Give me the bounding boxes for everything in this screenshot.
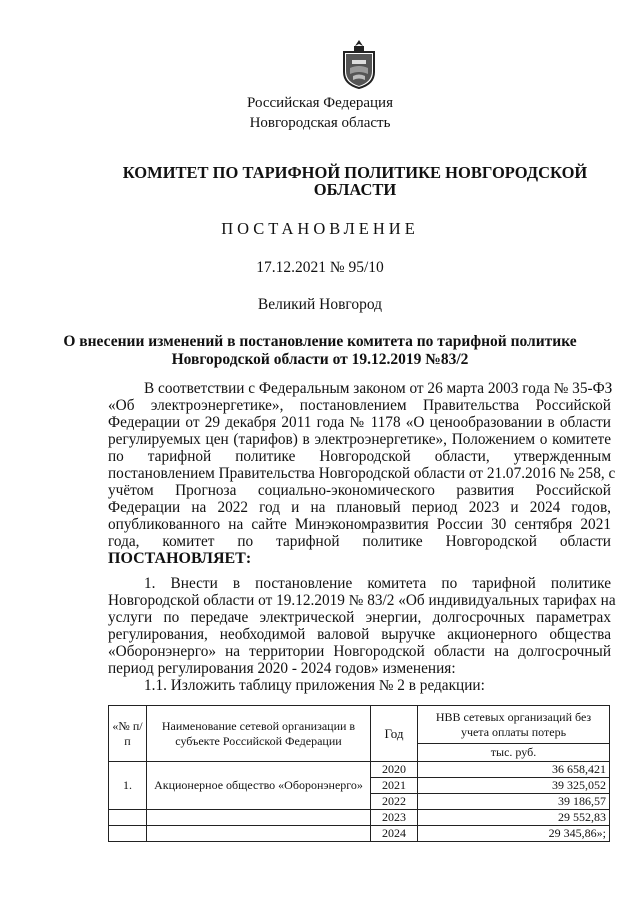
header-nvv: НВВ сетевых организаций без учета оплаты потерь — [418, 706, 610, 744]
body-line: года, комитет по тарифной политике Новгородской области — [108, 533, 611, 550]
body-line: опубликованного на сайте Минэкономразвития России 30 сентября 2021 — [108, 516, 611, 533]
title-line1: О внесении изменений в постановление комитета по тарифной политике — [63, 333, 577, 350]
header-number: «№ п/п — [109, 706, 147, 762]
body-line: «Об электроэнергетике», постановлением Правительства Российской — [108, 397, 611, 414]
item-1-1: 1.1. Изложить таблицу приложения № 2 в редакции: — [144, 677, 485, 694]
body-line: по тарифной политике Новгородской области, утвержденным — [108, 448, 611, 465]
body-line: В соответствии с Федеральным законом от 26 марта 2003 года № 35-ФЗ — [144, 380, 613, 397]
document-type: ПОСТАНОВЛЕНИЕ — [221, 219, 419, 238]
row-number: 1. — [109, 762, 147, 810]
body-line: постановлением Правительства Новгородской области от 21.07.2016 № 258, с — [108, 465, 616, 482]
header-org-name: Наименование сетевой организации в субъекте Российской Федерации — [147, 706, 371, 762]
city: Великий Новгород — [257, 296, 383, 313]
table-row — [109, 810, 610, 826]
year-cell: 2024 — [371, 826, 418, 842]
item1-line: Новгородской области от 19.12.2019 № 83/2 «Об индивидуальных тарифах на — [108, 592, 616, 609]
year-cell: 2020 — [371, 762, 418, 778]
body-line: Федерации от 29 декабря 2011 года № 1178 «О ценообразовании в области — [108, 414, 611, 431]
year-cell: 2021 — [371, 778, 418, 794]
table-row — [109, 762, 610, 778]
table-row — [109, 826, 610, 842]
value-cell: 29 552,83 — [418, 810, 610, 826]
org-name-cell: Акционерное общество «Оборонэнерго» — [147, 762, 371, 810]
value-cell: 36 658,421 — [418, 762, 610, 778]
value-cell: 39 325,052 — [418, 778, 610, 794]
country-name: Российская Федерация — [247, 95, 393, 111]
committee-name-line1: КОМИТЕТ ПО ТАРИФНОЙ ПОЛИТИКЕ НОВГОРОДСКОЙ — [122, 163, 588, 182]
item1-line: «Оборонэнерго» на территории Новгородской области на долгосрочный — [108, 643, 611, 660]
nvv-table — [108, 705, 610, 842]
value-cell: 39 186,57 — [418, 794, 610, 810]
item1-line: 1. Внести в постановление комитета по тарифной политике — [144, 575, 611, 592]
header-unit: тыс. руб. — [418, 744, 610, 762]
item1-line: регулирования, необходимой валовой выручке акционерного общества — [108, 626, 611, 643]
decree-word: ПОСТАНОВЛЯЕТ: — [108, 550, 252, 567]
body-line: регулируемых цен (тарифов) в электроэнергетике», Положением о комитете — [108, 431, 611, 448]
region-name: Новгородская область — [249, 115, 391, 131]
item1-line: услуги по передаче электрической энергии, долгосрочных параметрах — [108, 609, 611, 626]
body-line: учётом Прогноза социально-экономического развития Российской — [108, 482, 611, 499]
item1-line: период регулирования 2020 - 2024 годов» изменения: — [108, 660, 456, 677]
header-year: Год — [371, 706, 418, 762]
committee-name-line2: ОБЛАСТИ — [313, 180, 397, 199]
body-line: Федерации на 2022 год и на плановый период 2023 и 2024 годов, — [108, 499, 611, 516]
year-cell: 2023 — [371, 810, 418, 826]
title-line2: Новгородской области от 19.12.2019 №83/2 — [171, 351, 469, 368]
year-cell: 2022 — [371, 794, 418, 810]
date-number: 17.12.2021 № 95/10 — [256, 259, 384, 276]
coat-of-arms-emblem — [340, 38, 378, 90]
value-cell: 29 345,86»; — [418, 826, 610, 842]
